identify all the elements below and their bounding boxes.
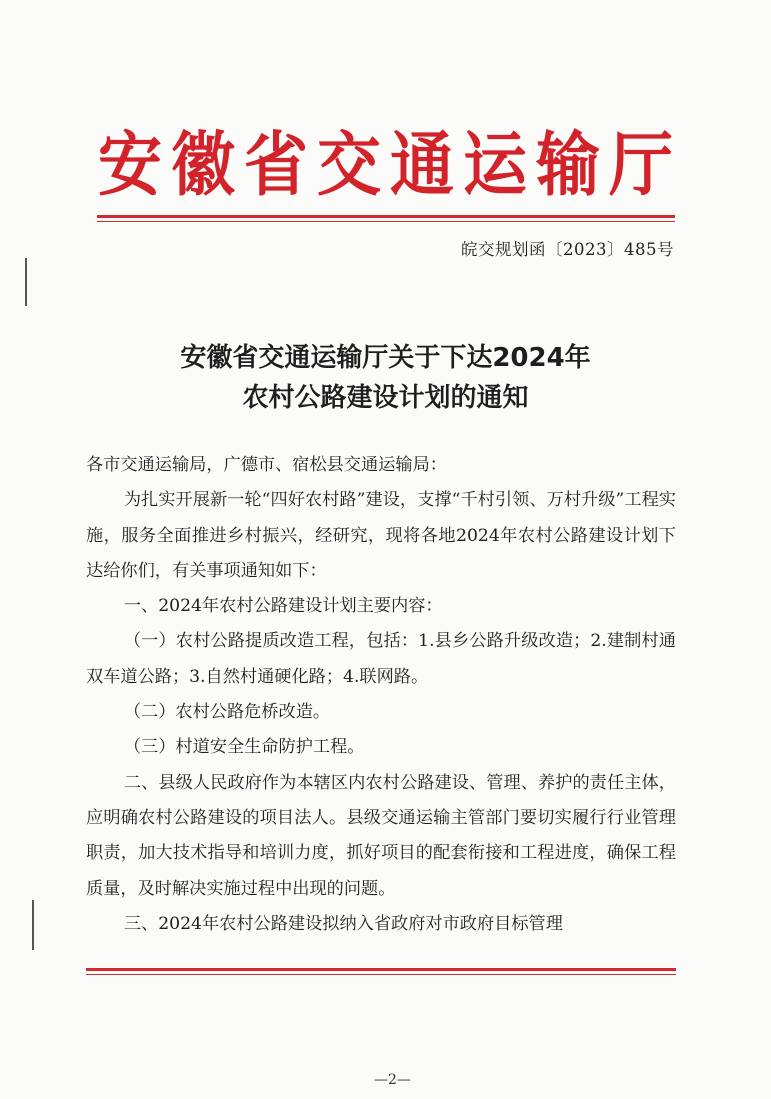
title-line-1: 安徽省交通运输厅关于下达2024年 xyxy=(180,343,591,373)
binding-mark-bottom xyxy=(32,900,34,950)
page-number: —2— xyxy=(374,1072,411,1088)
document-number: 皖交规划函〔2023〕485号 xyxy=(461,240,674,259)
item-3: （三）村道安全生命防护工程。 xyxy=(123,737,365,758)
intro-paragraph: 为扎实开展新一轮“四好农村路”建设，支撑“千村引领、万村升级”工程实施，服务全面推进乡村振兴，经研究，现将各地2024年农村公路建设计划下达给你们，有关事项通知如下： xyxy=(86,490,676,581)
section-1-heading: 一、2024年农村公路建设计划主要内容： xyxy=(123,596,443,617)
masthead-org-name: 安徽省交通运输厅 xyxy=(98,126,682,206)
document-title xyxy=(0,338,771,418)
section-3-paragraph: 三、2024年农村公路建设拟纳入省政府对市政府目标管理 xyxy=(123,913,563,934)
document-body xyxy=(86,448,676,942)
masthead-red-rule xyxy=(97,215,675,222)
title-line-2: 农村公路建设计划的通知 xyxy=(242,383,529,413)
item-2: （二）农村公路危桥改造。 xyxy=(123,702,331,723)
salutation: 各市交通运输局，广德市、宿松县交通运输局： xyxy=(86,455,447,475)
section-2-paragraph: 二、县级人民政府作为本辖区内农村公路建设、管理、养护的责任主体，应明确农村公路建设的项目法人。县级交通运输主管部门要切实履行行业管理职责，加大技术指导和培训力度，抓好项目的配套衔接和工程进度，确保工程质量，及时解决实施过程中出现的问题。 xyxy=(86,772,676,899)
binding-mark-top xyxy=(25,258,27,306)
item-1: （一）农村公路提质改造工程，包括：1.县乡公路升级改造；2.建制村通双车道公路；3.自然村通硬化路；4.联网路。 xyxy=(86,631,676,687)
footer-red-rule xyxy=(86,968,676,975)
